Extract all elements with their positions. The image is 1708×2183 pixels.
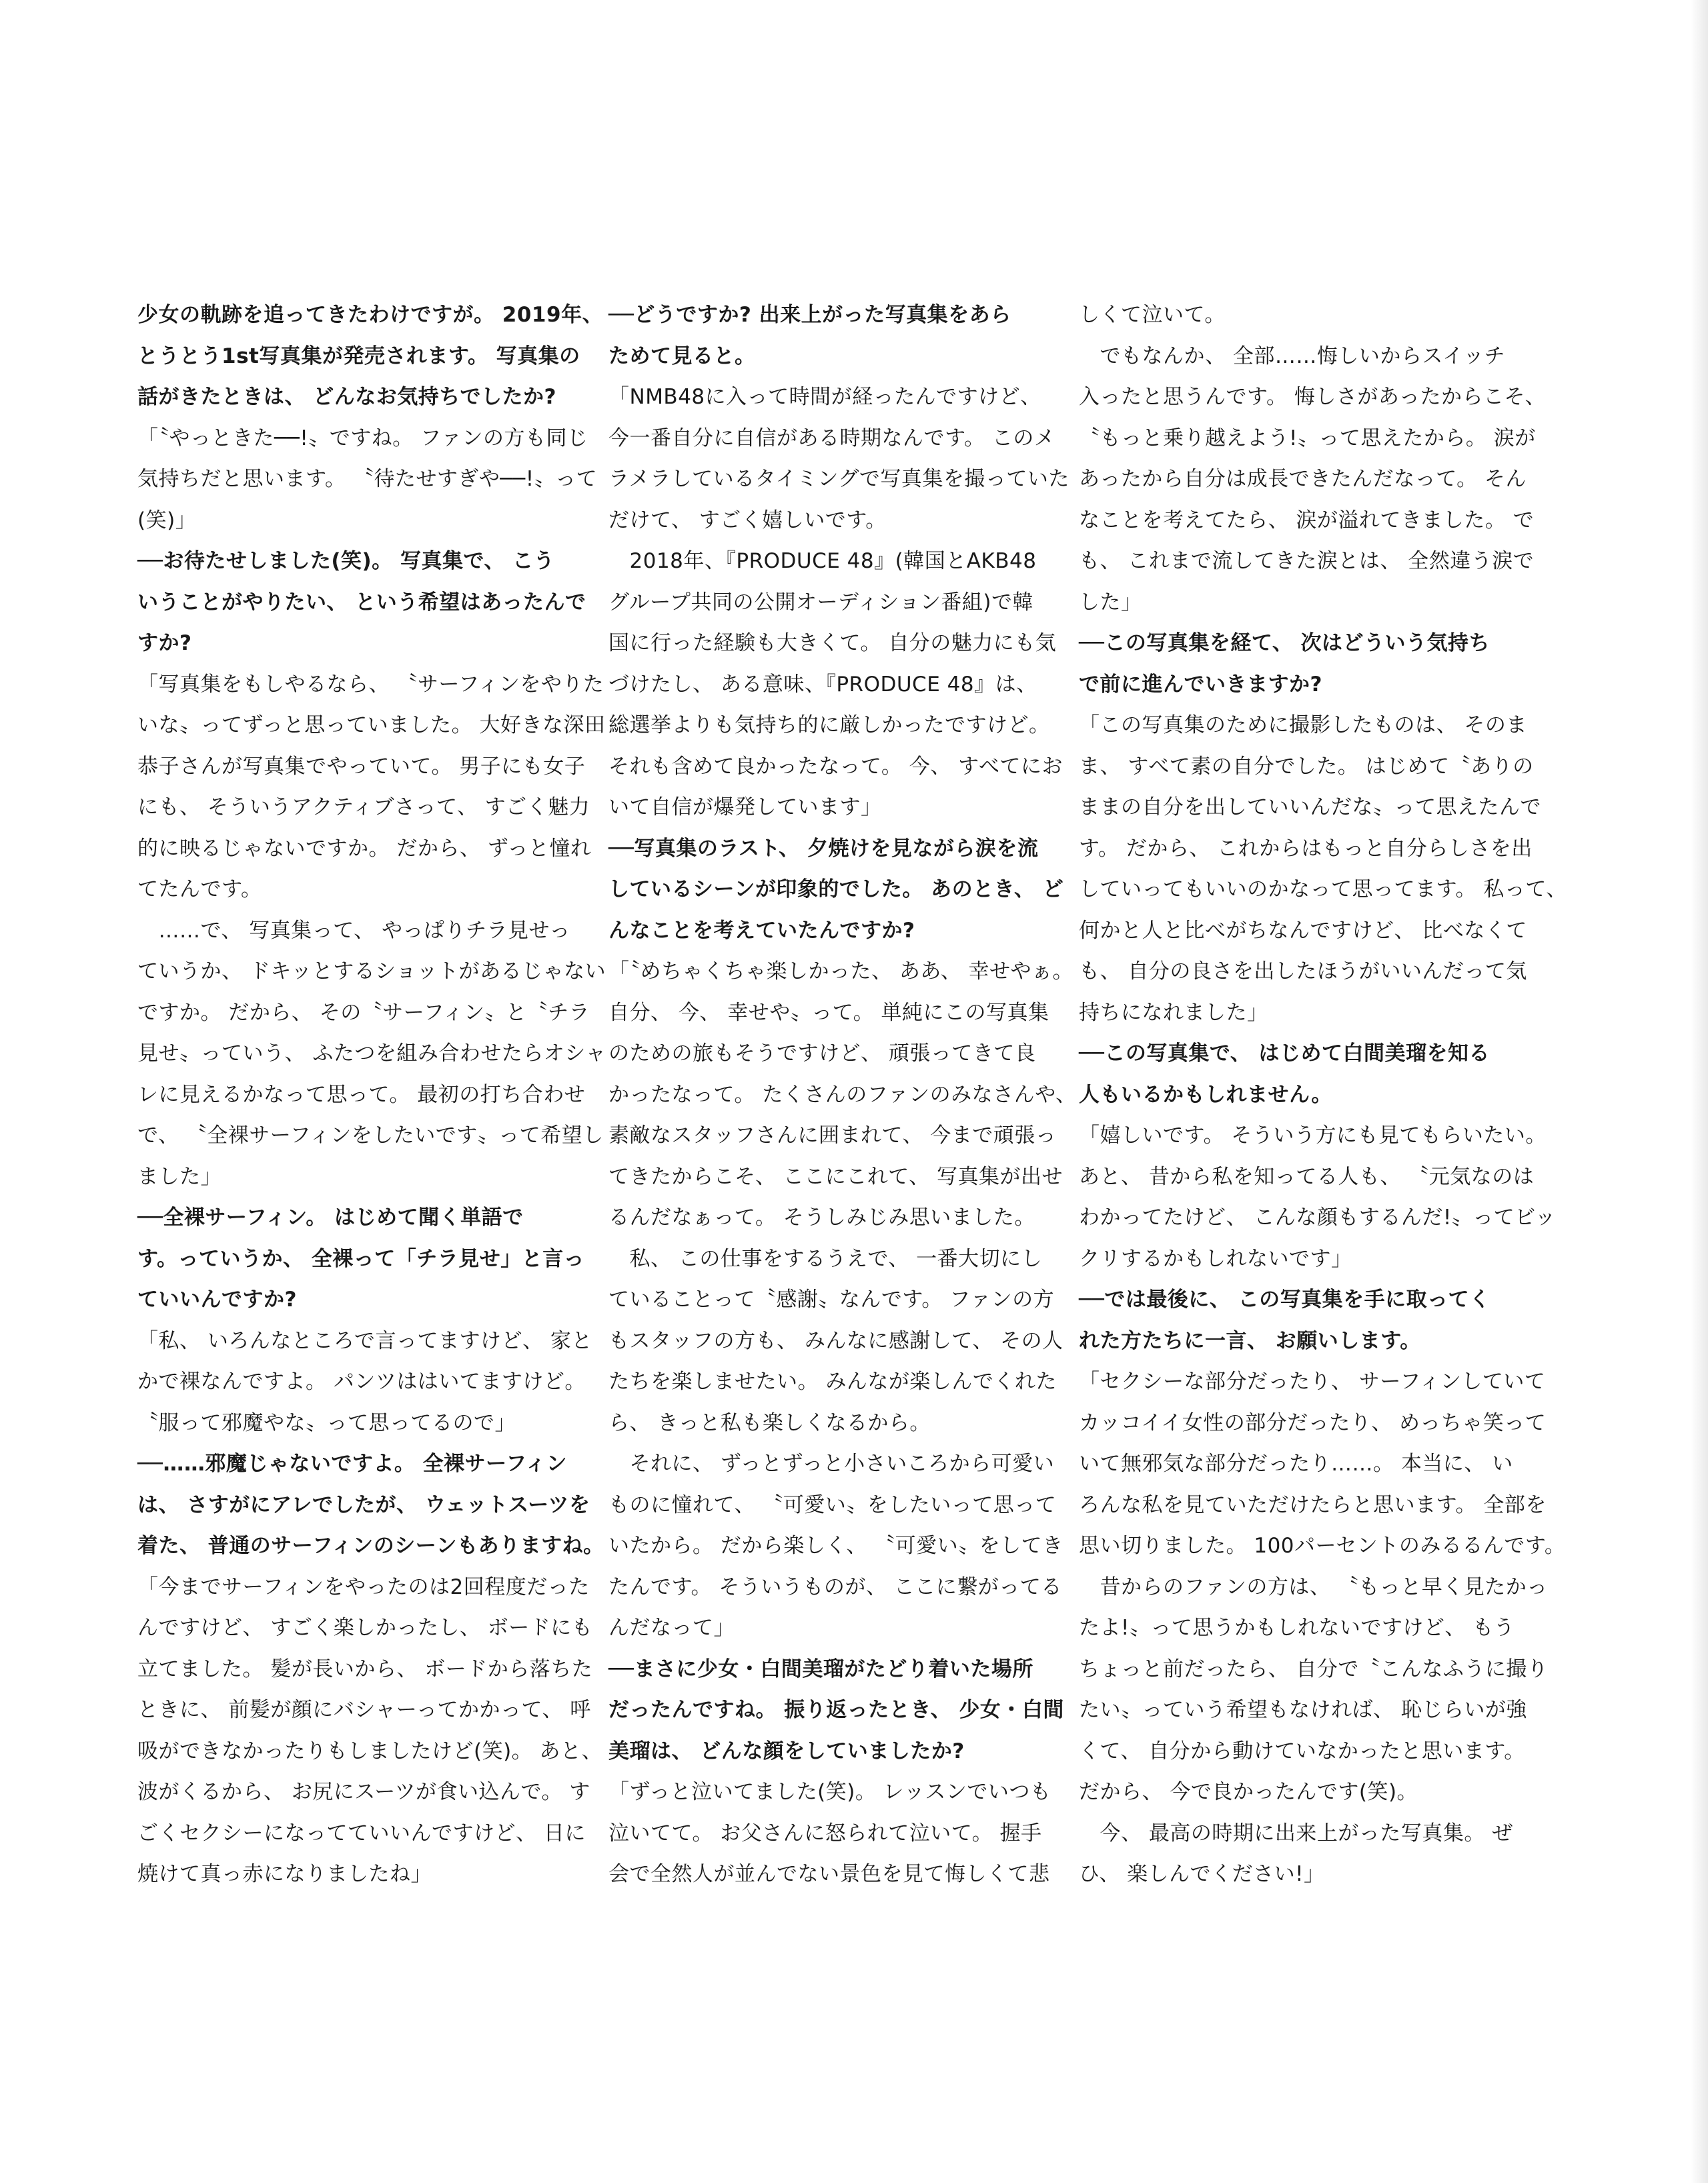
interview-answer-line: グループ共同の公開オーディション番組)で韓 — [608, 590, 1034, 614]
interview-answer-line: てきたからこそ、 ここにこれて、 写真集が出せ — [608, 1164, 1063, 1189]
page-edge-shadow — [1691, 0, 1708, 2183]
interview-answer-line: くて、 自分から動けていなかったと思います。 — [1079, 1739, 1525, 1763]
interview-answer-line: していってもいいのかなって思ってます。 私って、 — [1079, 877, 1567, 901]
interview-question-line: とうとう1st写真集が発売されます。 写真集の — [137, 344, 580, 368]
interview-answer-line: 恭子さんが写真集でやっていて。 男子にも女子 — [137, 754, 586, 779]
interview-answer-line: なことを考えてたら、 涙が溢れてきました。 で — [1079, 508, 1535, 532]
interview-answer-line: 「ずっと泣いてました(笑)。 レッスンでいつも — [608, 1780, 1051, 1804]
interview-answer-line: てたんです。 — [137, 877, 262, 901]
interview-answer-line: 「写真集をもしやるなら、 〝サーフィンをやりた — [137, 672, 604, 697]
interview-answer-line: たい〟っていう希望もなければ、 恥じらいが強 — [1079, 1698, 1527, 1722]
interview-answer-line: にも、 そういうアクティブさって、 すごく魅力 — [137, 795, 590, 819]
interview-answer-line: ました」 — [137, 1164, 222, 1189]
interview-answer-line: した」 — [1079, 590, 1142, 614]
interview-answer-line: のための旅もそうですけど、 頑張ってきて良 — [608, 1041, 1036, 1065]
interview-answer-line: で、 〝全裸サーフィンをしたいです〟って希望し — [137, 1124, 604, 1148]
interview-question-line: しているシーンが印象的でした。 あのとき、 ど — [608, 877, 1064, 901]
interview-question-line: で前に進んでいきますか? — [1079, 672, 1322, 697]
text-column-3 — [1079, 295, 1567, 1895]
interview-answer-line: づけたし、 ある意味、『PRODUCE 48』は、 — [608, 672, 1037, 697]
interview-answer-line: もスタッフの方も、 みんなに感謝して、 その人 — [608, 1328, 1063, 1353]
interview-answer-line: ……で、 写真集って、 やっぱりチラ見せっ — [137, 918, 570, 943]
interview-question-line: 美瑠は、 どんな顔をしていましたか? — [608, 1739, 965, 1763]
interview-question-line: ──写真集のラスト、 夕焼けを見ながら涙を流 — [608, 836, 1039, 861]
interview-answer-line: ら、 きっと私も楽しくなるから。 — [608, 1410, 931, 1435]
interview-answer-line: 昔からのファンの方は、 〝もっと早く見たかっ — [1079, 1575, 1548, 1599]
interview-question-line: 少女の軌跡を追ってきたわけですが。 2019年、 — [137, 303, 604, 327]
interview-answer-line: 吸ができなかったりもしましたけど(笑)。 あと、 — [137, 1739, 603, 1763]
interview-question-line: ためて見ると。 — [608, 344, 756, 368]
interview-answer-line: 焼けて真っ赤になりましたね」 — [137, 1862, 432, 1886]
interview-answer-line: クリするかもしれないです」 — [1079, 1246, 1352, 1271]
interview-answer-line: も、 自分の良さを出したほうがいいんだって気 — [1079, 959, 1527, 983]
interview-answer-line: 会で全然人が並んでない景色を見て悔しくて悲 — [608, 1862, 1050, 1886]
interview-answer-line: んだなって」 — [608, 1616, 735, 1640]
interview-question-line: ──……邪魔じゃないですよ。 全裸サーフィン — [137, 1452, 568, 1476]
interview-answer-line: 素敵なスタッフさんに囲まれて、 今まで頑張っ — [608, 1124, 1057, 1148]
interview-answer-line: ラメラしているタイミングで写真集を撮っていた — [608, 467, 1070, 491]
interview-answer-line: たちを楽しませたい。 みんなが楽しんでくれた — [608, 1370, 1057, 1394]
interview-question-line: ていいんですか? — [137, 1288, 297, 1312]
interview-question-line: す。っていうか、 全裸って「チラ見せ」と言っ — [137, 1246, 585, 1271]
interview-answer-line: でもなんか、 全部……悔しいからスイッチ — [1079, 344, 1506, 368]
interview-answer-line: だから、 今で良かったんです(笑)。 — [1079, 1780, 1418, 1804]
interview-answer-line: ものに憧れて、 〝可愛い〟をしたいって思って — [608, 1492, 1057, 1517]
interview-question-line: 着た、 普通のサーフィンのシーンもありますね。 — [137, 1534, 604, 1558]
interview-answer-line: 〝服って邪魔やな〟って思ってるので」 — [137, 1410, 516, 1435]
interview-answer-line: 「私、 いろんなところで言ってますけど、 家と — [137, 1328, 592, 1353]
interview-answer-line: ていることって〝感謝〟なんです。 ファンの方 — [608, 1288, 1055, 1312]
interview-answer-line: 気持ちだと思います。 〝待たせすぎや──!〟って — [137, 467, 598, 491]
interview-question-line: は、 さすがにアレでしたが、 ウェットスーツを — [137, 1492, 590, 1517]
interview-answer-line: たよ!〟って思うかもしれないですけど、 もう — [1079, 1616, 1515, 1640]
text-column-1 — [137, 295, 606, 1895]
interview-answer-line: 国に行った経験も大きくて。 自分の魅力にも気 — [608, 631, 1057, 655]
interview-answer-line: るんだなぁって。 そうしみじみ思いました。 — [608, 1206, 1035, 1230]
interview-question-line: ──この写真集で、 はじめて白間美瑠を知る — [1079, 1041, 1490, 1065]
interview-answer-line: いたから。 だから楽しく、 〝可愛い〟をしてき — [608, 1534, 1063, 1558]
interview-answer-line: いて自信が爆発しています」 — [608, 795, 882, 819]
interview-question-line: 話がきたときは、 どんなお気持ちでしたか? — [137, 385, 556, 409]
interview-question-line: ──お待たせしました(笑)。 写真集で、 こう — [137, 549, 555, 573]
interview-answer-line: 〝もっと乗り越えよう!〟って思えたから。 涙が — [1079, 426, 1536, 450]
interview-answer-line: 「今までサーフィンをやったのは2回程度だった — [137, 1575, 590, 1599]
interview-answer-line: 「NMB48に入って時間が経ったんですけど、 — [608, 385, 1041, 409]
interview-answer-line: ですか。 だから、 その〝サーフィン〟と〝チラ — [137, 1000, 590, 1025]
interview-answer-line: 何かと人と比べがちなんですけど、 比べなくて — [1079, 918, 1527, 943]
interview-question-line: ──まさに少女・白間美瑠がたどり着いた場所 — [608, 1657, 1033, 1681]
interview-answer-line: 泣いてて。 お父さんに怒られて泣いて。 握手 — [608, 1821, 1042, 1845]
interview-answer-line: ま、 すべて素の自分でした。 はじめて〝ありの — [1079, 754, 1534, 779]
interview-question-line: いうことがやりたい、 という希望はあったんで — [137, 590, 586, 614]
interview-answer-line: 持ちになれました」 — [1079, 1000, 1268, 1025]
interview-answer-line: レに見えるかなって思って。 最初の打ち合わせ — [137, 1082, 586, 1107]
interview-question-line: れた方たちに一言、 お願いします。 — [1079, 1328, 1421, 1353]
interview-answer-line: しくて泣いて。 — [1079, 303, 1226, 327]
interview-answer-line: ろんな私を見ていただけたらと思います。 全部を — [1079, 1492, 1547, 1517]
interview-answer-line: す。 だから、 これからはもっと自分らしさを出 — [1079, 836, 1533, 861]
interview-answer-line: ごくセクシーになってていいんですけど、 日に — [137, 1821, 586, 1845]
interview-answer-line: たんです。 そういうものが、 ここに繋がってる — [608, 1575, 1062, 1599]
interview-answer-line: ちょっと前だったら、 自分で〝こんなふうに撮り — [1079, 1657, 1549, 1681]
interview-answer-line: 波がくるから、 お尻にスーツが食い込んで。 す — [137, 1780, 590, 1804]
interview-answer-line: わかってたけど、 こんな顔もするんだ!〟ってビッ — [1079, 1206, 1557, 1230]
interview-answer-line: ていうか、 ドキッとするショットがあるじゃない — [137, 959, 606, 983]
interview-answer-line: いて無邪気な部分だったり……。 本当に、 い — [1079, 1452, 1513, 1476]
interview-answer-line: (笑)」 — [137, 508, 197, 532]
interview-answer-line: んですけど、 すごく楽しかったし、 ボードにも — [137, 1616, 593, 1640]
interview-answer-line: 総選挙よりも気持ち的に厳しかったですけど。 — [608, 713, 1050, 737]
text-column-2 — [608, 295, 1077, 1895]
interview-answer-line: かで裸なんですよ。 パンツははいてますけど。 — [137, 1370, 586, 1394]
interview-question-line: すか? — [137, 631, 192, 655]
interview-answer-line: 的に映るじゃないですか。 だから、 ずっと憧れ — [137, 836, 592, 861]
interview-answer-line: 私、 この仕事をするうえで、 一番大切にし — [608, 1246, 1043, 1271]
interview-answer-line: 見せ〟っていう、 ふたつを組み合わせたらオシャ — [137, 1041, 606, 1065]
interview-answer-line: かったなって。 たくさんのファンのみなさんや、 — [608, 1082, 1077, 1107]
interview-answer-line: いな〟ってずっと思っていました。 大好きな深田 — [137, 713, 606, 737]
interview-question-line: だったんですね。 振り返ったとき、 少女・白間 — [608, 1698, 1064, 1722]
interview-answer-line: 2018年、『PRODUCE 48』(韓国とAKB48 — [608, 549, 1037, 573]
interview-answer-line: あったから自分は成長できたんだなって。 そん — [1079, 467, 1527, 491]
interview-answer-line: 「〝めちゃくちゃ楽しかった、 ああ、 幸せやぁ。 — [608, 959, 1074, 983]
interview-answer-line: 思い切りました。 100パーセントのみるるんです。 — [1079, 1534, 1566, 1558]
interview-answer-line: カッコイイ女性の部分だったり、 めっちゃ笑って — [1079, 1410, 1547, 1435]
interview-answer-line: ときに、 前髪が顔にバシャーってかかって、 呼 — [137, 1698, 591, 1722]
interview-answer-line: だけて、 すごく嬉しいです。 — [608, 508, 887, 532]
interview-answer-line: 「セクシーな部分だったり、 サーフィンしていて — [1079, 1370, 1546, 1394]
interview-answer-line: あと、 昔から私を知ってる人も、 〝元気なのは — [1079, 1164, 1535, 1189]
interview-answer-line: 「この写真集のために撮影したものは、 そのま — [1079, 713, 1527, 737]
interview-answer-line: 入ったと思うんです。 悔しさがあったからこそ、 — [1079, 385, 1546, 409]
interview-answer-line: 立てました。 髪が長いから、 ボードから落ちた — [137, 1657, 593, 1681]
interview-question-line: んなことを考えていたんですか? — [608, 918, 915, 943]
interview-answer-line: も、 これまで流してきた涙とは、 全然違う涙で — [1079, 549, 1535, 573]
interview-answer-line: ひ、 楽しんでください!」 — [1079, 1862, 1325, 1886]
interview-answer-line: 「嬉しいです。 そういう方にも見てもらいたい。 — [1079, 1124, 1547, 1148]
interview-answer-line: 自分、 今、 幸せや〟って。 単純にこの写真集 — [608, 1000, 1049, 1025]
interview-answer-line: それに、 ずっとずっと小さいころから可愛い — [608, 1452, 1055, 1476]
interview-answer-line: それも含めて良かったなって。 今、 すべてにお — [608, 754, 1063, 779]
interview-question-line: ──どうですか? 出来上がった写真集をあら — [608, 303, 1011, 327]
interview-question-line: ──全裸サーフィン。 はじめて聞く単語で — [137, 1206, 524, 1230]
interview-question-line: 人もいるかもしれません。 — [1079, 1082, 1332, 1107]
interview-question-line: ──では最後に、 この写真集を手に取ってく — [1079, 1288, 1490, 1312]
interview-answer-line: 今一番自分に自信がある時期なんです。 このメ — [608, 426, 1055, 450]
interview-answer-line: ままの自分を出していいんだな〟って思えたんで — [1079, 795, 1541, 819]
interview-answer-line: 「〝やっときた──!〟ですね。 ファンの方も同じ — [137, 426, 588, 450]
interview-answer-line: 今、 最高の時期に出来上がった写真集。 ぜ — [1079, 1821, 1513, 1845]
interview-question-line: ──この写真集を経て、 次はどういう気持ち — [1079, 631, 1490, 655]
